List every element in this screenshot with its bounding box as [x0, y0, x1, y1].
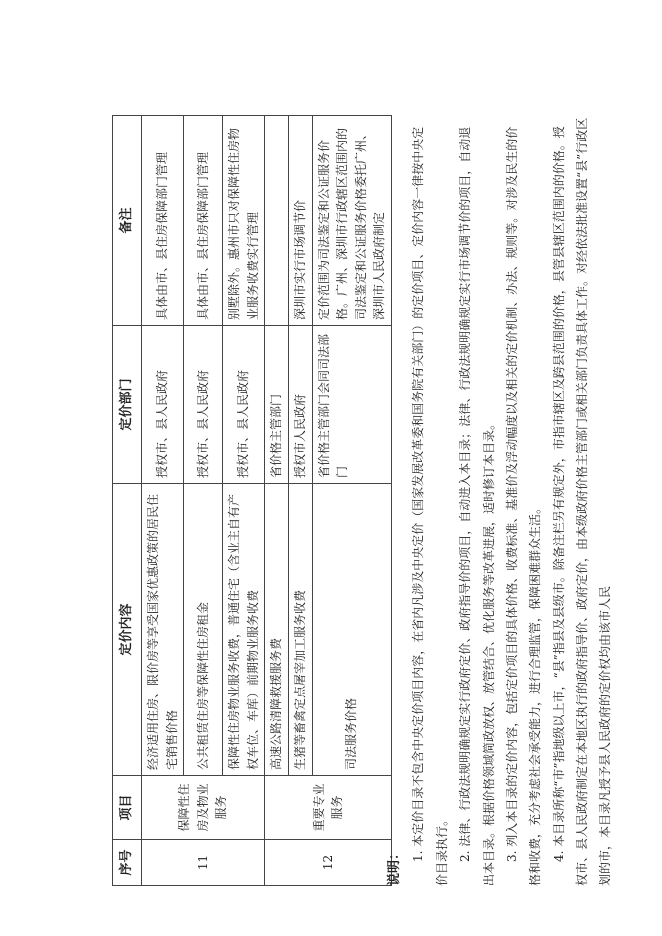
header-dept: 定价部门 [113, 326, 142, 484]
row-dept: 授权市、县人民政府 [142, 326, 184, 484]
note-paragraph: 2. 法律、行政法规明确规定实行政府定价、政府指导价的项目，自动进入本目录；法律、行政法规明确规定实行市场调节价的项目，自动退出本目录。根据价格领域简政放权、放管结合、优化服务等改革进展，适时修订本目录。 [458, 126, 496, 886]
row-content: 生猪等畜禽定点屠宰加工服务收费 [288, 484, 312, 776]
row-no: 11 [142, 840, 265, 886]
row-dept: 授权市、县人民政府 [184, 326, 223, 484]
row-content: 经济适用住房、限价房等享受国家优惠政策的居民住宅销售价格 [142, 484, 184, 776]
price-catalog-table [112, 115, 392, 886]
note-paragraph: 1. 本定价目录不包含中央定价项目内容，在省内凡涉及中央定价（国家发展改革委和国务院有关部门）的定价项目、定价内容一律按中央定价目录执行。 [411, 126, 449, 886]
header-item: 项目 [113, 776, 142, 840]
row-note [265, 116, 289, 326]
table-row [288, 116, 312, 886]
row-note: 具体由市、县住房保障部门管理 [184, 116, 223, 326]
table-row [223, 116, 265, 886]
row-dept: 省价格主管部门会同司法部门 [312, 326, 391, 484]
notes-title: 说明： [387, 846, 402, 886]
table-row [184, 116, 223, 886]
row-item: 保障性住房及物业服务 [142, 776, 265, 840]
table-row [312, 116, 391, 886]
row-dept: 授权市人民政府 [288, 326, 312, 484]
row-content: 高速公路清障救援服务费 [265, 484, 289, 776]
notes-section [382, 116, 618, 886]
row-dept: 省价格主管部门 [265, 326, 289, 484]
row-note: 别墅除外。惠州市只对保障性住房物业服务收费实行管理 [223, 116, 265, 326]
header-note: 备注 [113, 116, 142, 326]
row-dept: 授权市、县人民政府 [223, 326, 265, 484]
table-header-row [113, 116, 142, 886]
header-no: 序号 [113, 840, 142, 886]
note-paragraph: 3. 列入本目录的定价内容，包括定价项目的具体价格、收费标准、基准价及浮动幅度以及相关的定价机制、办法、规则等。对涉及民生的价格和收费，充分考虑社会承受能力，进行合理监管，保障困难群众生活。 [504, 126, 543, 886]
row-note: 定价范围为司法鉴定和公证服务价格。广州、深圳市行政辖区范围内的司法鉴定和公证服务价格委托广州、深圳市人民政府制定 [312, 116, 391, 326]
row-no: 12 [265, 840, 392, 886]
row-content: 保障性住房物业服务收费，普通住宅（含业主自有产权车位、车库）前期物业服务收费 [223, 484, 265, 776]
row-content: 公共租赁住房等保障性住房租金 [184, 484, 223, 776]
header-content: 定价内容 [113, 484, 142, 776]
row-note: 深圳市实行市场调节价 [288, 116, 312, 326]
table-row [265, 116, 289, 886]
row-note: 具体由市、县住房保障部门管理 [142, 116, 184, 326]
row-item: 重要专业服务 [265, 776, 392, 840]
table-row [142, 116, 184, 886]
note-paragraph: 4. 本目录所称“市”指地级以上市，“县”指县及县级市。除备注栏另有规定外，市指市辖区及跨县范围的价格，县管县辖区范围内的价格。授权市、县人民政府制定在本地区执行的政府指导价、政府定价，由本级政府价格主管部门或相关部门负责具体工作。对经依法批准设置“县”行政区划的市，本目录凡授予县人民政府的定价权均由该市人民 [551, 117, 613, 886]
row-content: 司法服务价格 [312, 484, 391, 776]
